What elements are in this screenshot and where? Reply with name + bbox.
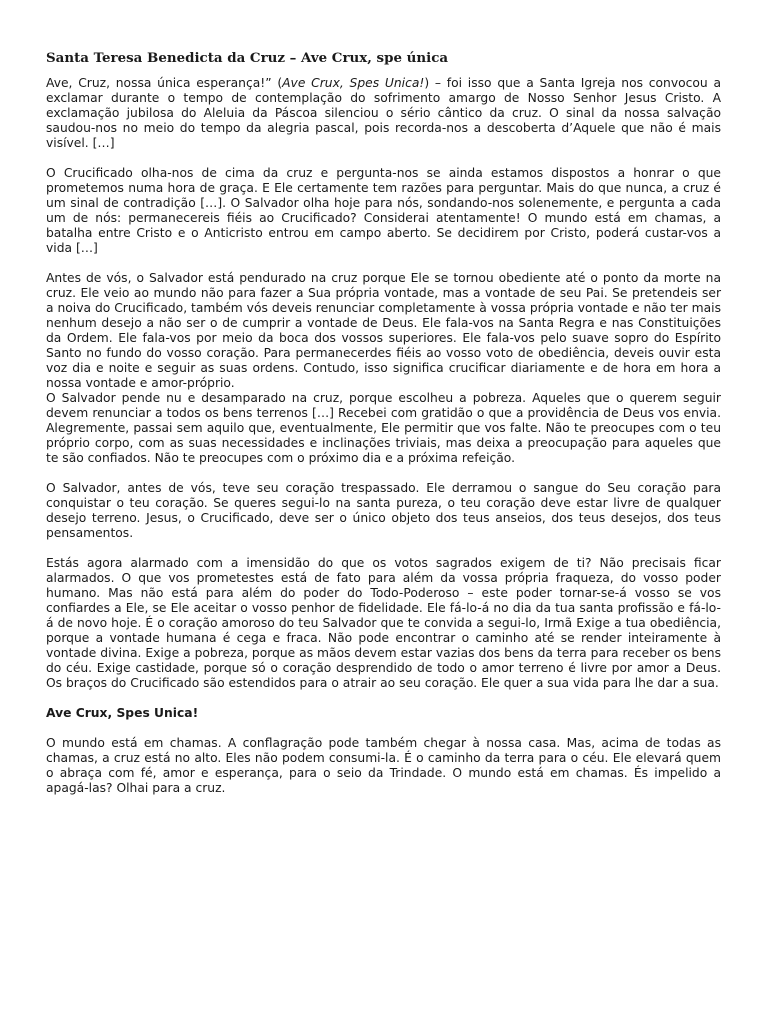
paragraph-4: O Salvador pende nu e desamparado na cruz, porque escolheu a pobreza. Aqueles que o querem seguir devem renunciar a todos os bens terrenos […] Recebei com gratidão o que a providência de Deus vos envia. Alegremente, passai sem aquilo que, eventualmente, Ele permitir que vos falte. Não te preocupes com o teu próprio corpo, com as suas necessidades e inclinações triviais, mas deixa a preocupação para aqueles que te são confiados. Não te preocupes com o próximo dia e a próxima refeição. xyxy=(46,391,721,465)
paragraph-1 xyxy=(46,76,721,151)
paragraph-1-end: ) – foi isso que a Santa Igreja nos convocou a exclamar durante o tempo de contemplação do sofrimento amargo de Nosso Senhor Jesus Cristo. A exclamação jubilosa do Aleluia da Páscoa silenciou o sério cântico da cruz. O sinal da nossa salvação saudou-nos no meio do tempo da alegria pascal, pois recorda-nos a descoberta d’Aquele que não é mais visível. […] xyxy=(46,76,722,150)
document-title: Santa Teresa Benedicta da Cruz – Ave Crux, spe única xyxy=(46,50,449,66)
paragraph-6: Estás agora alarmado com a imensidão do que os votos sagrados exigem de ti? Não precisais ficar alarmados. O que vos prometestes está de fato para além da vossa própria fraqueza, do vosso poder humano. Mas não está para além do poder do Todo-Poderoso – este poder tornar-se-á vosso se vos confiardes a Ele, se Ele aceitar o vosso penhor de fidelidade. Ele fá-lo-á no dia da tua santa profissão e fá-lo-á de novo hoje. É o coração amoroso do teu Salvador que te convida a segui-lo, Irmã Exige a tua obediência, porque a vontade humana é cega e fraca. Não pode encontrar o caminho até se render inteiramente à vontade divina. Exige a pobreza, porque as mãos devem estar vazias dos bens da terra para receber os bens do céu. Exige castidade, porque só o coração desprendido de todo o amor terreno é livre por amor a Deus. Os braços do Crucificado são estendidos para o atrair ao seu coração. Ele quer a sua vida para lhe dar a sua. xyxy=(46,556,721,690)
paragraph-2: O Crucificado olha-nos de cima da cruz e pergunta-nos se ainda estamos dispostos a honrar o que prometemos numa hora de graça. E Ele certamente tem razões para perguntar. Mais do que nunca, a cruz é um sinal de contradição […]. O Salvador olha hoje para nós, sondando-nos solenemente, e pergunta a cada um de nós: permanecereis fiéis ao Crucificado? Considerai atentamente! O mundo está em chamas, a batalha entre Cristo e o Anticristo entrou em campo aberto. Se decidirem por Cristo, poderá custar-vos a vida […] xyxy=(46,166,721,255)
paragraph-7: O mundo está em chamas. A conflagração pode também chegar à nossa casa. Mas, acima de todas as chamas, a cruz está no alto. Eles não podem consumi-la. É o caminho da terra para o céu. Ele elevará quem o abraça com fé, amor e esperança, para o seio da Trindade. O mundo está em chamas. És impelido a apagá-las? Olhai para a cruz. xyxy=(46,736,721,795)
paragraph-3: Antes de vós, o Salvador está pendurado na cruz porque Ele se tornou obediente até o ponto da morte na cruz. Ele veio ao mundo não para fazer a Sua própria vontade, mas a vontade de seu Pai. Se pretendeis ser a noiva do Crucificado, também vós deveis renunciar completamente à vossa própria vontade e não ter mais nenhum desejo a não ser o de cumprir a vontade de Deus. Ele fala-vos na Santa Regra e nas Constituições da Ordem. Ele fala-vos por meio da boca dos vossos superiores. Ele fala-vos pelo suave sopro do Espírito Santo no fundo do vosso coração. Para permanecerdes fiéis ao vosso voto de obediência, deveis ouvir esta voz dia e noite e seguir as suas ordens. Contudo, isso significa crucificar diariamente e de hora em hora a nossa vontade e amor-próprio. xyxy=(46,271,721,390)
document-page xyxy=(46,50,721,796)
subheading: Ave Crux, Spes Unica! xyxy=(46,706,199,720)
paragraph-5: O Salvador, antes de vós, teve seu coração trespassado. Ele derramou o sangue do Seu coração para conquistar o teu coração. Se queres segui-lo na santa pureza, o teu coração deve estar livre de qualquer desejo terreno. Jesus, o Crucificado, deve ser o único objeto dos teus anseios, dos teus desejos, dos teus pensamentos. xyxy=(46,481,721,540)
paragraph-1-start: Ave, Cruz, nossa única esperança!” ( xyxy=(46,76,283,90)
paragraph-1-latin: Ave Crux, Spes Unica! xyxy=(282,76,425,90)
